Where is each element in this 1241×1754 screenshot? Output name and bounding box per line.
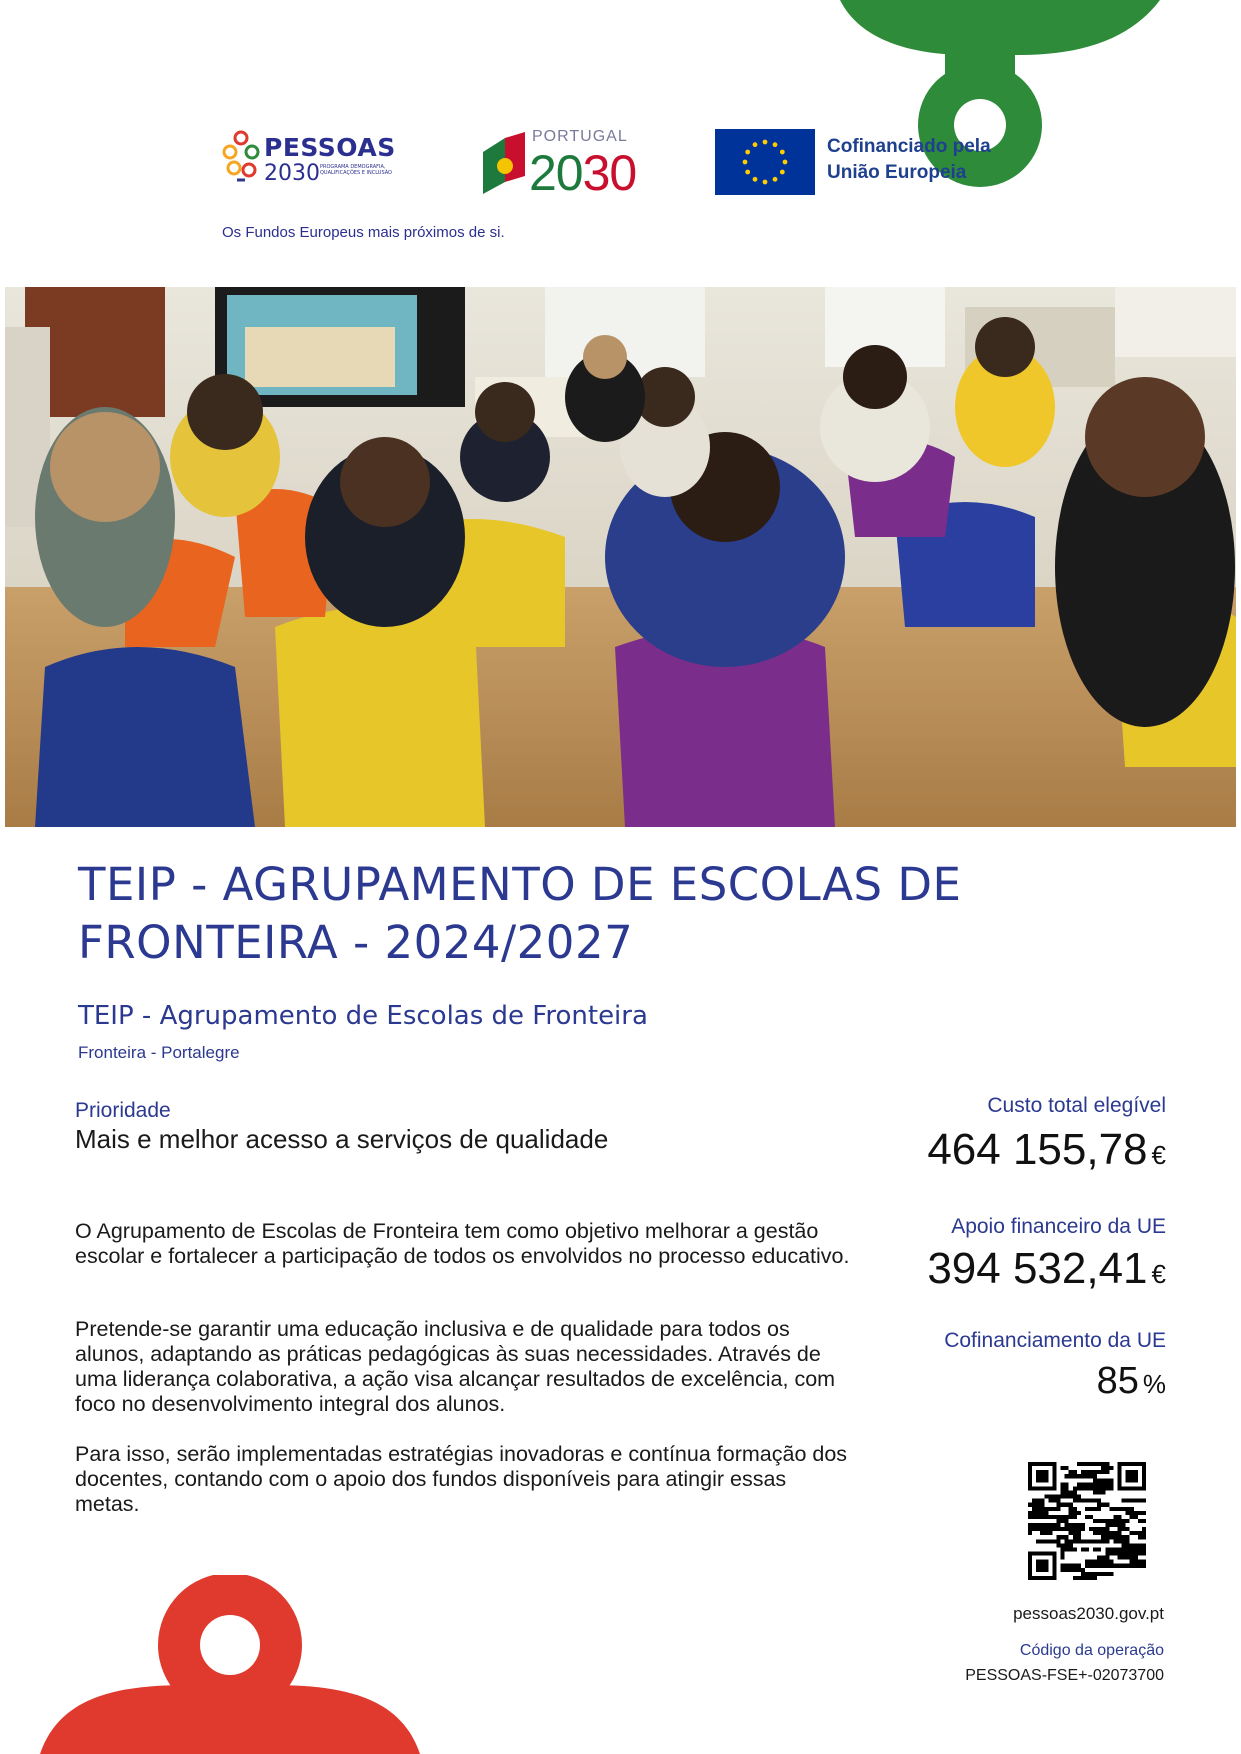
eu-star: [773, 142, 778, 147]
description-paragraph-3: Para isso, serão implementadas estratégias inovadoras e contínua formação dos docentes, contando com o apoio dos fundos disponíveis para atingir essas metas.: [75, 1442, 848, 1516]
website-link[interactable]: pessoas2030.gov.pt: [1013, 1604, 1164, 1623]
project-location: Fronteira - Portalegre: [78, 1043, 240, 1062]
eu-cofinancing-logo: [715, 129, 1035, 195]
qr-code-icon[interactable]: [1028, 1462, 1146, 1580]
pessoas-year: 2030: [264, 161, 320, 186]
eu-star: [753, 177, 758, 182]
description-paragraph-1: O Agrupamento de Escolas de Fronteira tem como objetivo melhorar a gestão escolar e fortalecer a participação de todos os envolvidos no processo educativo.: [75, 1219, 850, 1268]
portugal-wordmark: PORTUGAL: [532, 128, 628, 145]
pessoas-subtitle: PROGRAMA DEMOGRAFIA, QUALIFICAÇÕES E INCLUSÃO: [320, 164, 392, 176]
total-cost-label: Custo total elegível: [987, 1094, 1166, 1117]
eu-star: [753, 142, 758, 147]
eu-star: [780, 170, 785, 175]
description-paragraph-2: Pretende-se garantir uma educação inclusiva e de qualidade para todos os alunos, adaptando as práticas pedagógicas às suas necessidades. Através de uma liderança colaborativa, a ação visa alcançar resultados de excelência, com foco no desenvolvimento integral dos alunos.: [75, 1317, 836, 1416]
total-cost-value: 464 155,78 €: [927, 1125, 1166, 1174]
classroom-photo: [5, 287, 1236, 827]
operation-code: PESSOAS-FSE+-02073700: [965, 1667, 1164, 1684]
tagline: Os Fundos Europeus mais próximos de si.: [222, 224, 505, 241]
eu-star: [763, 140, 768, 145]
portugal-flag-icon: [475, 132, 527, 196]
beneficiary-name: TEIP - Agrupamento de Escolas de Fronteira: [78, 1001, 648, 1031]
eu-star: [780, 150, 785, 155]
eu-support-value: 394 532,41 €: [927, 1244, 1166, 1293]
priority-label: Prioridade: [75, 1099, 171, 1122]
pessoas-2030-logo: [222, 128, 412, 188]
eu-star: [743, 160, 748, 165]
eu-star: [745, 150, 750, 155]
eu-support-label: Apoio financeiro da UE: [951, 1215, 1166, 1238]
portugal-2030-logo: [475, 128, 655, 201]
eu-star: [783, 160, 788, 165]
eu-flag-icon: [715, 129, 815, 195]
priority-value: Mais e melhor acesso a serviços de qualidade: [75, 1124, 609, 1154]
project-title: TEIP - AGRUPAMENTO DE ESCOLAS DE FRONTEIRA - 2024/2027: [78, 858, 962, 969]
eu-star: [773, 177, 778, 182]
eu-text: Cofinanciado pela União Europeia: [827, 136, 991, 183]
portugal-year: 2030: [529, 145, 637, 201]
decorative-red-shape: [40, 1575, 420, 1754]
pessoas-wordmark: PESSOAS: [264, 133, 396, 162]
cofinancing-value: 85 %: [1096, 1360, 1166, 1402]
operation-code-label: Código da operação: [1019, 1642, 1164, 1659]
eu-star: [745, 170, 750, 175]
eu-star: [763, 180, 768, 185]
pessoas-people-icon: [222, 130, 260, 186]
cofinancing-label: Cofinanciamento da UE: [944, 1329, 1166, 1352]
